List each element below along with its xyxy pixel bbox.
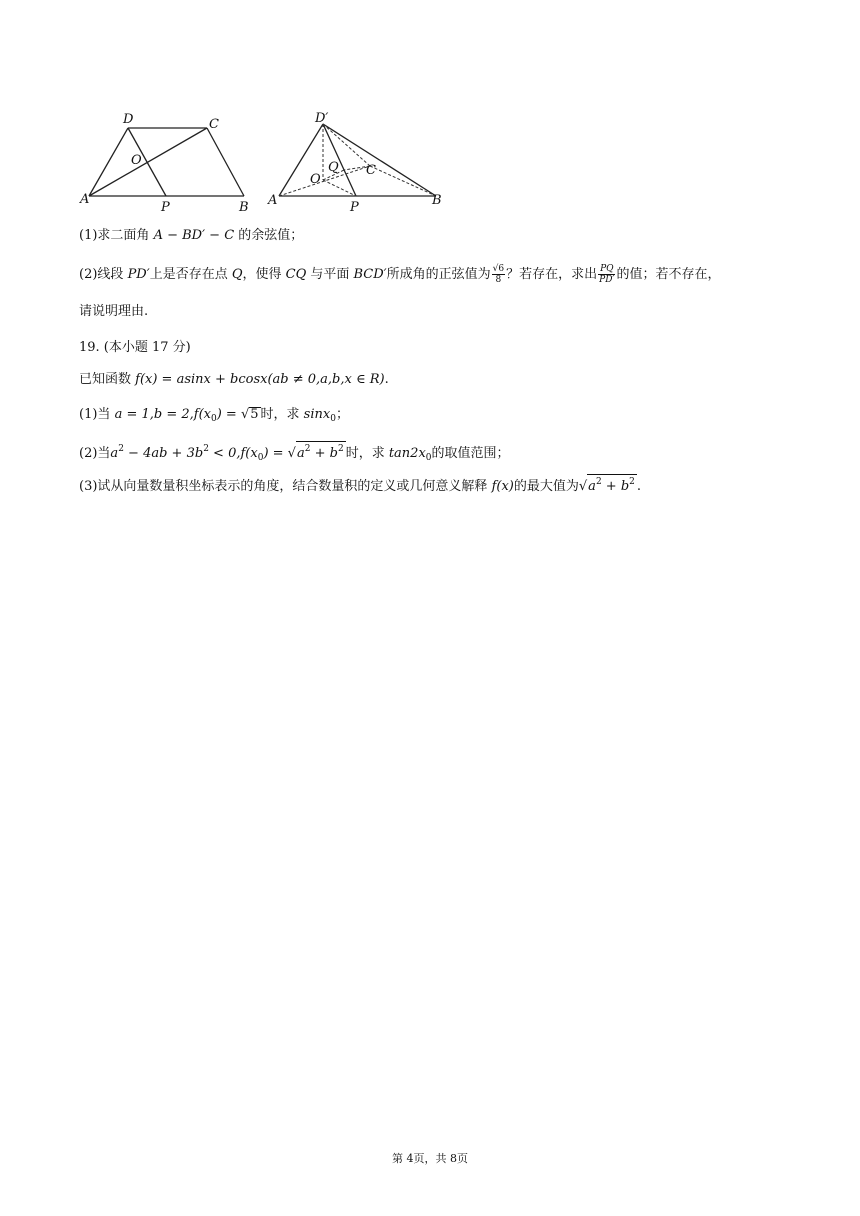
math-expr: sinx — [303, 407, 331, 422]
label-d: D — [123, 112, 134, 127]
math-expr: < 0,f(x — [208, 446, 258, 461]
text: . — [636, 479, 642, 494]
dash-op — [323, 180, 356, 196]
q19-part3: (3)试从向量数量积坐标表示的角度，结合数量积的定义或几何意义解释 f(x)的最大值为$√a^2 + b^2$ . — [79, 474, 641, 496]
text: 上是否存在点 — [149, 267, 232, 282]
text: (1)求二面角 — [79, 228, 154, 243]
superscript: 2 — [595, 477, 602, 487]
figure-pyramid — [266, 108, 456, 214]
text: 的值；若不存在， — [616, 267, 721, 282]
label-q: Q — [328, 160, 339, 175]
math-expr: a = 1,b = 2,f(x — [114, 407, 211, 422]
superscript: 2 — [304, 444, 311, 454]
math-expr: PD′ — [127, 267, 150, 282]
q18-part2 — [79, 264, 720, 285]
label-b: B — [432, 193, 442, 208]
math-expr: f(x) — [491, 479, 514, 494]
math-expr: ) = — [216, 407, 241, 422]
math-expr: BCD′ — [353, 267, 387, 282]
superscript: 2 — [118, 444, 124, 454]
text: (2)当 — [79, 446, 111, 461]
frac-den: PD′ — [599, 275, 615, 285]
text: 时，求 — [260, 407, 304, 422]
label-c: C — [209, 117, 219, 132]
figure-trapezoid — [76, 108, 266, 214]
subscript: 0 — [210, 414, 217, 424]
text: (1)当 — [79, 407, 115, 422]
q18-part1 — [79, 227, 303, 245]
math-expr: ) = — [263, 446, 288, 461]
label-p: P — [161, 200, 170, 214]
q19-header: 19. (本小题 17 分) — [79, 340, 191, 355]
math-expr: Q — [231, 267, 243, 282]
dash-cb — [370, 166, 436, 196]
frac-num: PQ — [600, 264, 614, 274]
text: 的取值范围； — [431, 446, 510, 461]
math-expr: A − BD′ − C — [153, 228, 235, 243]
label-b: B — [239, 200, 249, 214]
sqrt-radicand — [296, 441, 346, 461]
text: . — [384, 372, 389, 387]
fraction-pq-over-pd — [598, 264, 615, 285]
text: 的余弦值； — [234, 228, 304, 243]
label-p: P — [350, 200, 359, 214]
math-expr: a — [588, 479, 596, 494]
math-expr: a — [296, 446, 305, 461]
edge-cb — [207, 128, 244, 196]
label-o: O — [131, 153, 142, 168]
label-d-prime: D′ — [315, 111, 329, 126]
math-expr: a — [110, 446, 119, 461]
text: 时，求 — [345, 446, 389, 461]
math-expr: + b — [310, 446, 338, 461]
superscript: 2 — [203, 444, 209, 454]
frac-num: √6 — [492, 264, 505, 274]
page-footer: 第 4页，共 8页 — [392, 1152, 468, 1165]
sqrt-radicand: 5 — [250, 407, 259, 422]
label-a: A — [80, 192, 90, 207]
edge-ad — [89, 128, 128, 196]
q19-part2: (2)当$a^2 - 4ab + 3b^2 < 0,f(x_0) = √a^2 + b^2$ 时，求 $\tan 2x_0$的取值范围； — [79, 440, 510, 467]
math-expr: CQ — [285, 267, 307, 282]
superscript: 2 — [337, 444, 344, 454]
math-expr: tan2x — [388, 446, 426, 461]
superscript: 2 — [629, 477, 635, 487]
text: 已知函数 — [79, 372, 136, 387]
text: ； — [335, 407, 349, 422]
q18-part2-line2: 请说明理由. — [79, 304, 149, 319]
q19-given — [79, 371, 389, 389]
label-a: A — [268, 193, 278, 208]
math-expr: − 4ab + 3b — [123, 446, 204, 461]
frac-den: 8 — [495, 275, 502, 285]
text: (2)线段 — [79, 267, 128, 282]
text: 与平面 — [306, 267, 354, 282]
subscript: 0 — [425, 453, 432, 463]
text: 的最大值为 — [513, 479, 579, 494]
subscript: 0 — [257, 453, 264, 463]
subscript: 0 — [330, 414, 336, 424]
text: (3)试从向量数量积坐标表示的角度，结合数量积的定义或几何意义解释 — [79, 479, 492, 494]
label-o: O — [310, 172, 321, 187]
text: ，使得 — [242, 267, 286, 282]
math-expr: f(x) = asinx + bcosx(ab ≠ 0,a,b,x ∈ R) — [135, 372, 385, 387]
q19-part1: (1)当 $a = 1,b = 2,f(x_0) = √5$ 时，求 sinx$_0$； — [79, 407, 349, 424]
fraction-sqrt6-over-8 — [492, 264, 505, 285]
math-expr: + b — [601, 479, 630, 494]
sqrt-radicand — [587, 474, 637, 494]
text: 所成角的正弦值为 — [386, 267, 491, 282]
label-c: C — [366, 163, 376, 178]
diag-ac — [89, 128, 207, 196]
text: ？若存在，求出 — [506, 267, 598, 282]
